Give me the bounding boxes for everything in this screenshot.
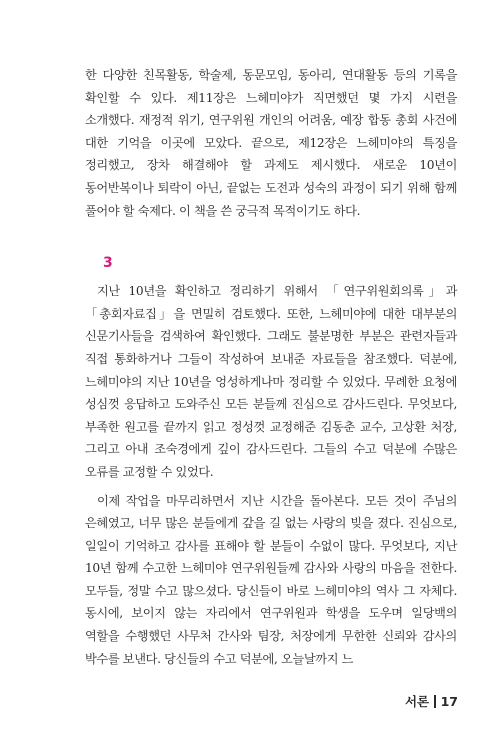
footer-section-label: 서론 (404, 694, 430, 709)
footer-divider (434, 695, 436, 708)
page-body (85, 64, 457, 670)
section-paragraph-1: 지난 10년을 확인하고 정리하기 위해서 「연구위원회의록」과 「총회자료집」을 면밀히 검토했다. 또한, 느헤미야에 대한 대부분의 신문기사들을 검색하여 확인했다. 그래도 불분명한 부분은 관련자들과 직접 통화하거나 그들이 작성하여 보내준 자료들을 참조했다. 덕분에, 느헤미야의 지난 10년을 엉성하게나마 정리할 수 있었다. 무례한 요청에 성심껏 응답하고 도와주신 모든 분들께 진심으로 감사드린다. 무엇보다, 부족한 원고를 끝까지 읽고 정성껏 교정해준 김동춘 교수, 고상환 처장, 그리고 아내 조숙경에게 깊이 감사드린다. 그들의 수고 덕분에 수많은 오류를 교정할 수 있었다. (85, 284, 457, 479)
section-number: 3 (103, 255, 113, 272)
page-number: 17 (440, 693, 458, 709)
page-footer (405, 692, 458, 710)
intro-paragraph: 한 다양한 친목활동, 학술제, 동문모임, 동아리, 연대활동 등의 기록을 확인할 수 있다. 제11장은 느헤미야가 직면했던 몇 가지 시련을 소개했다. 재정적 위기, 연구위원 개인의 어려움, 예장 합동 총회 사건에 대한 기억을 이곳에 모았다. 끝으로, 제12장은 느헤미야의 특징을 정리했고, 장차 해결해야 할 과제도 제시했다. 새로운 10년이 동어반복이나 퇴락이 아닌, 끝없는 도전과 성숙의 과정이 되기 위해 함께 풀어야 할 숙제다. 이 책을 쓴 궁극적 목적이기도 하다. (85, 68, 457, 218)
section-paragraph-2: 이제 작업을 마무리하면서 지난 시간을 돌아본다. 모든 것이 주님의 은혜였고, 너무 많은 분들에게 갚을 길 없는 사랑의 빚을 졌다. 진심으로, 일일이 기억하고 감사를 표해야 할 분들이 수없이 많다. 무엇보다, 지난 10년 함께 수고한 느헤미야 연구위원들께 감사와 사랑의 마음을 전한다. 모두들, 정말 수고 많으셨다. 당신들이 바로 느헤미야의 역사 그 자체다. 동시에, 보이지 않는 자리에서 연구위원과 학생을 도우며 일당백의 역할을 수행했던 사무처 간사와 팀장, 처장에게 무한한 신뢰와 감사의 박수를 보낸다. 당신들의 수고 덕분에, 오늘날까지 느 (85, 493, 457, 666)
